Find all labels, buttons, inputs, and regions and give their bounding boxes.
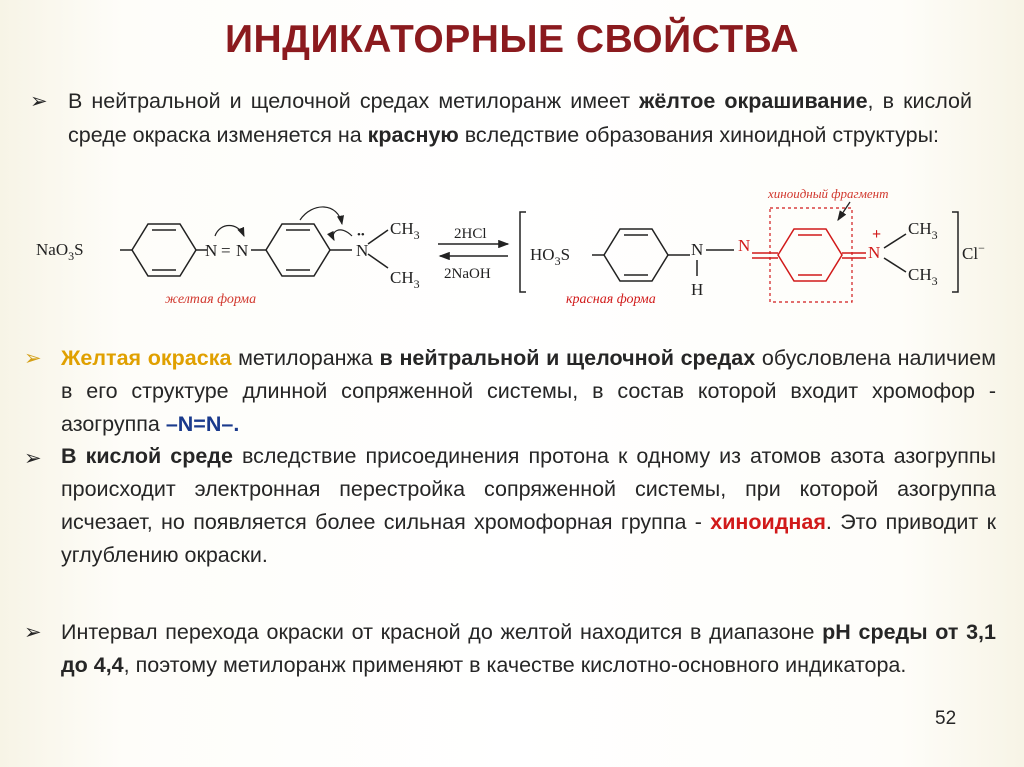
naso3-label: NaO$_3$S — [36, 240, 84, 263]
bold-text: рН среды от 3,1 до 4,4 — [61, 620, 996, 677]
bullet-arrow: ➢ — [24, 347, 42, 370]
lone-pair: •• — [357, 229, 365, 241]
bold-text: красную — [367, 123, 459, 147]
bracket-right — [952, 212, 958, 292]
azo-n2: N — [236, 241, 249, 260]
yellow-form-label: желтая форма — [165, 292, 257, 307]
ho3s-label: $HO_3S$ — [530, 245, 571, 268]
text: вследствие присоединения протона к одному из атомов азота азогруппы происходит электронная перестройка сопряженной системы, при которой азогруппа исчезает, но появляется более сильная хромофорная группа - — [61, 444, 996, 534]
ch3-bottom: $CH_3$ — [390, 268, 420, 291]
bracket-left — [520, 212, 526, 292]
red-form-label: красная форма — [566, 292, 656, 307]
text: , поэтому метилоранж применяют в качестве кислотно-основного индикатора. — [123, 653, 907, 677]
nh-h: H — [691, 280, 704, 299]
benzene-ring-2 — [266, 224, 330, 276]
page-number: 52 — [935, 708, 957, 729]
azo-group-highlight: –N=N–. — [165, 412, 240, 436]
amine-n: N — [356, 241, 369, 260]
ch3-bottom-right: $CH_3$ — [908, 265, 938, 288]
text: . Это приводит к углублению окраски. — [61, 510, 996, 567]
quinoid-ring — [778, 229, 842, 281]
bullet-arrow: ➢ — [30, 90, 48, 113]
quinoid-fragment-label: хиноидный фрагмент — [768, 186, 889, 201]
bullet-arrow: ➢ — [24, 621, 42, 644]
bold-text: жёлтое окрашивание — [639, 89, 868, 113]
bold-text: в нейтральной и щелочной средах — [379, 346, 756, 370]
charge-plus: + — [872, 226, 882, 243]
intro-paragraph — [68, 84, 972, 152]
highlight-red: хиноидная — [710, 510, 826, 534]
chloride-ion: Cl− — [962, 241, 985, 263]
azo-n1: N — [205, 241, 218, 260]
quinoid-n-right: N — [868, 243, 881, 262]
text: обусловлена наличием в его структуре длинной сопряженной системы, в состав которой входит хромофор - азогруппа — [61, 346, 996, 436]
text: метилоранжа — [231, 346, 380, 370]
text: В нейтральной и щелочной средах метилоранж имеет — [68, 89, 640, 113]
bold-text: В кислой среде — [61, 444, 233, 468]
text: Интервал перехода окраски от красной до желтой находится в диапазоне — [61, 620, 823, 644]
azo-double-bond: = — [221, 241, 231, 260]
quinoid-n-left: N — [738, 236, 751, 255]
bullet-arrow: ➢ — [24, 447, 42, 470]
benzene-ring-1 — [132, 224, 196, 276]
transition-interval-paragraph — [61, 616, 996, 682]
ch3-top: $CH_3$ — [390, 219, 420, 242]
reaction-scheme — [0, 180, 1024, 330]
benzene-ring-3 — [604, 229, 668, 281]
acidic-medium-paragraph — [61, 440, 996, 572]
text: , в кислой среде окраска изменяется на — [68, 89, 972, 147]
highlight-yellow: Желтая окраска — [61, 346, 232, 370]
ch3-top-right: $CH_3$ — [908, 219, 938, 242]
yellow-color-paragraph — [61, 342, 996, 441]
reagent-naoh: 2NaOH — [444, 266, 491, 282]
text: вследствие образования хиноидной структуры: — [458, 123, 940, 147]
reagent-hcl: 2HCl — [454, 226, 487, 242]
slide-title: ИНДИКАТОРНЫЕ СВОЙСТВА — [224, 18, 800, 61]
quinoid-fragment-box — [770, 208, 852, 302]
nh-n: N — [691, 240, 704, 259]
